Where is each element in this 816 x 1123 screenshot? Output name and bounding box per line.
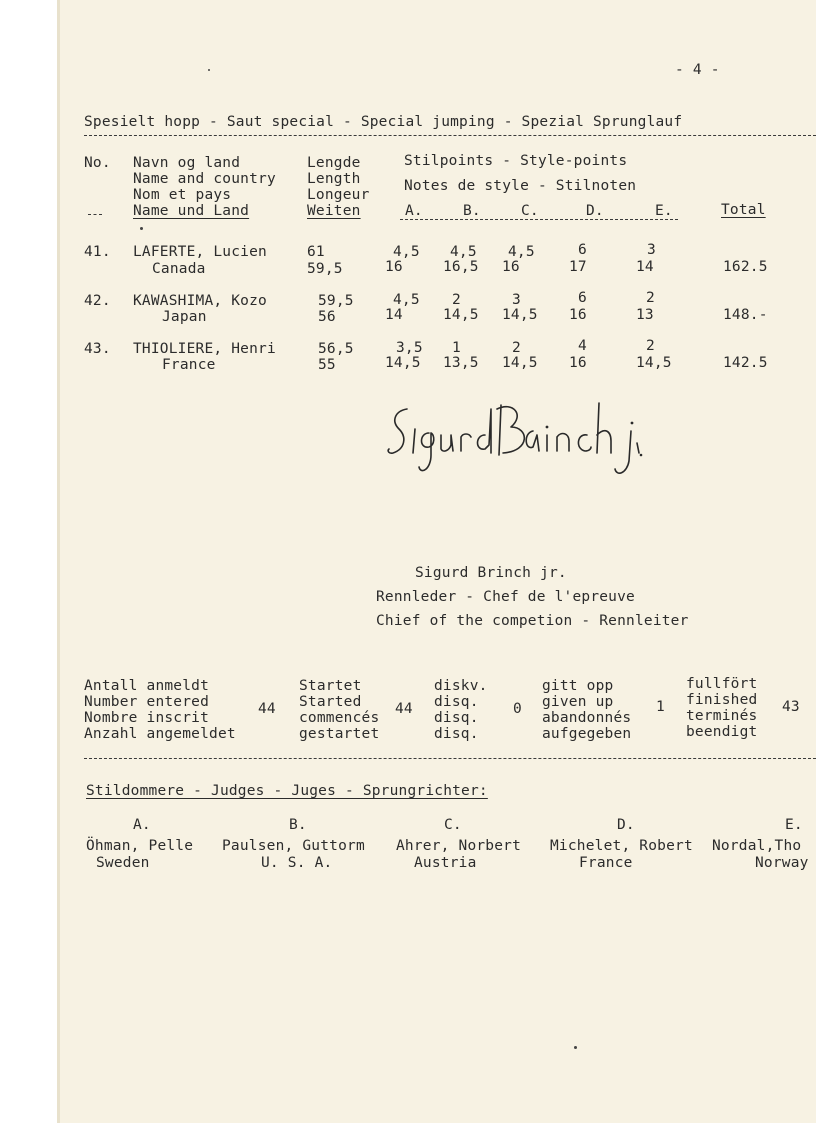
row-41-b-note: 4,5 bbox=[450, 244, 477, 260]
title-rule bbox=[84, 135, 816, 136]
judges-title: Stildommere - Judges - Juges - Sprungrichter: bbox=[86, 783, 488, 799]
entered-label-3: Nombre inscrit bbox=[84, 710, 210, 726]
row-43-length-2: 55 bbox=[318, 357, 336, 373]
started-label-2: Started bbox=[299, 694, 362, 710]
row-43-d-note: 4 bbox=[578, 338, 587, 354]
row-41-c-score: 16 bbox=[502, 259, 520, 275]
given-up-label-3: abandonnés bbox=[542, 710, 632, 726]
judge-b-country: U. S. A. bbox=[261, 855, 333, 871]
row-43-length-1: 56,5 bbox=[318, 341, 354, 357]
header-length-2: Length bbox=[307, 171, 361, 187]
row-42-country: Japan bbox=[162, 309, 207, 325]
judge-a-country: Sweden bbox=[96, 855, 150, 871]
finished-label-4: beendigt bbox=[686, 724, 758, 740]
row-43-a-note: 3,5 bbox=[396, 340, 423, 356]
row-41-d-score: 17 bbox=[569, 259, 587, 275]
disq-label-2: disq. bbox=[434, 694, 479, 710]
signatory-role-1: Rennleder - Chef de l'epreuve bbox=[376, 589, 635, 605]
row-42-d-note: 6 bbox=[578, 290, 587, 306]
row-43-b-score: 13,5 bbox=[443, 355, 479, 371]
judge-d-name: Michelet, Robert bbox=[550, 838, 693, 854]
row-41-no: 41. bbox=[84, 244, 111, 260]
row-43-country: France bbox=[162, 357, 216, 373]
header-judge-b: B. bbox=[463, 203, 481, 219]
row-43-b-note: 1 bbox=[452, 340, 461, 356]
disq-label-3: disq. bbox=[434, 710, 479, 726]
row-41-d-note: 6 bbox=[578, 242, 587, 258]
judge-c-name: Ahrer, Norbert bbox=[396, 838, 522, 854]
row-43-c-note: 2 bbox=[512, 340, 521, 356]
row-41-length-2: 59,5 bbox=[307, 261, 343, 277]
row-42-total: 148.- bbox=[723, 307, 768, 323]
header-name-3: Nom et pays bbox=[133, 187, 232, 203]
judge-c-country: Austria bbox=[414, 855, 477, 871]
header-judge-a: A. bbox=[405, 203, 423, 219]
header-judge-e: E. bbox=[655, 203, 673, 219]
row-43-total: 142.5 bbox=[723, 355, 768, 371]
judge-a-name: Öhman, Pelle bbox=[86, 838, 194, 854]
ink-dot bbox=[208, 69, 210, 71]
row-42-c-note: 3 bbox=[512, 292, 521, 308]
row-43-e-note: 2 bbox=[646, 338, 655, 354]
row-42-a-note: 4,5 bbox=[393, 292, 420, 308]
stats-rule bbox=[84, 758, 816, 759]
row-41-c-note: 4,5 bbox=[508, 244, 535, 260]
row-42-length-2: 56 bbox=[318, 309, 336, 325]
judge-e-letter: E. bbox=[785, 817, 803, 833]
row-42-e-score: 13 bbox=[636, 307, 654, 323]
judge-e-name: Nordal,Tho bbox=[712, 838, 802, 854]
finished-value: 43 bbox=[782, 699, 800, 715]
started-label-3: commencés bbox=[299, 710, 380, 726]
given-up-label-1: gitt opp bbox=[542, 678, 614, 694]
row-41-a-score: 16 bbox=[385, 259, 403, 275]
given-up-value: 1 bbox=[656, 699, 665, 715]
header-judges-rule bbox=[400, 219, 678, 220]
header-judge-d: D. bbox=[586, 203, 604, 219]
page-number: - 4 - bbox=[675, 62, 720, 78]
entered-label-1: Antall anmeldt bbox=[84, 678, 210, 694]
started-value: 44 bbox=[395, 701, 413, 717]
header-no-rule bbox=[88, 214, 102, 215]
row-43-no: 43. bbox=[84, 341, 111, 357]
started-label-4: gestartet bbox=[299, 726, 380, 742]
row-42-length-1: 59,5 bbox=[318, 293, 354, 309]
finished-label-1: fullfört bbox=[686, 676, 758, 692]
judge-d-country: France bbox=[579, 855, 633, 871]
disq-label-1: diskv. bbox=[434, 678, 488, 694]
header-no: No. bbox=[84, 155, 111, 171]
row-42-c-score: 14,5 bbox=[502, 307, 538, 323]
paper-edge bbox=[57, 0, 60, 1123]
header-style-1: Stilpoints - Style-points bbox=[404, 153, 628, 169]
row-42-b-note: 2 bbox=[452, 292, 461, 308]
row-41-length-1: 61 bbox=[307, 244, 325, 260]
finished-label-2: finished bbox=[686, 692, 758, 708]
header-name-4: Name und Land bbox=[133, 203, 250, 219]
disq-label-4: disq. bbox=[434, 726, 479, 742]
row-42-d-score: 16 bbox=[569, 307, 587, 323]
signatory-name: Sigurd Brinch jr. bbox=[415, 565, 567, 581]
row-42-e-note: 2 bbox=[646, 290, 655, 306]
judge-d-letter: D. bbox=[617, 817, 635, 833]
judge-c-letter: C. bbox=[444, 817, 462, 833]
entered-value: 44 bbox=[258, 701, 276, 717]
disq-value: 0 bbox=[513, 701, 522, 717]
row-43-name: THIOLIERE, Henri bbox=[133, 341, 276, 357]
header-length-1: Lengde bbox=[307, 155, 361, 171]
header-length-3: Longeur bbox=[307, 187, 370, 203]
row-42-b-score: 14,5 bbox=[443, 307, 479, 323]
row-43-e-score: 14,5 bbox=[636, 355, 672, 371]
row-43-c-score: 14,5 bbox=[502, 355, 538, 371]
header-length-4: Weiten bbox=[307, 203, 361, 219]
row-41-e-note: 3 bbox=[647, 242, 656, 258]
row-41-total: 162.5 bbox=[723, 259, 768, 275]
judge-a-letter: A. bbox=[133, 817, 151, 833]
row-43-d-score: 16 bbox=[569, 355, 587, 371]
row-41-country: Canada bbox=[152, 261, 206, 277]
header-total: Total bbox=[721, 202, 766, 218]
row-41-e-score: 14 bbox=[636, 259, 654, 275]
signatory-role-2: Chief of the competion - Rennleiter bbox=[376, 613, 689, 629]
judge-e-country: Norway bbox=[755, 855, 809, 871]
row-41-a-note: 4,5 bbox=[393, 244, 420, 260]
started-label-1: Startet bbox=[299, 678, 362, 694]
event-title: Spesielt hopp - Saut special - Special jumping - Spezial Sprunglauf bbox=[84, 114, 683, 130]
header-style-2: Notes de style - Stilnoten bbox=[404, 178, 637, 194]
row-42-name: KAWASHIMA, Kozo bbox=[133, 293, 267, 309]
judge-b-letter: B. bbox=[289, 817, 307, 833]
header-judge-c: C. bbox=[521, 203, 539, 219]
given-up-label-4: aufgegeben bbox=[542, 726, 632, 742]
row-41-name: LAFERTE, Lucien bbox=[133, 244, 267, 260]
given-up-label-2: given up bbox=[542, 694, 614, 710]
header-name-2: Name and country bbox=[133, 171, 276, 187]
finished-label-3: terminés bbox=[686, 708, 758, 724]
row-42-no: 42. bbox=[84, 293, 111, 309]
judge-b-name: Paulsen, Guttorm bbox=[222, 838, 365, 854]
entered-label-2: Number entered bbox=[84, 694, 210, 710]
row-41-b-score: 16,5 bbox=[443, 259, 479, 275]
header-name-1: Navn og land bbox=[133, 155, 241, 171]
entered-label-4: Anzahl angemeldet bbox=[84, 726, 236, 742]
row-42-a-score: 14 bbox=[385, 307, 403, 323]
ink-dot bbox=[574, 1046, 577, 1049]
row-43-a-score: 14,5 bbox=[385, 355, 421, 371]
ink-dot bbox=[140, 227, 143, 230]
handwritten-signature bbox=[385, 395, 650, 490]
